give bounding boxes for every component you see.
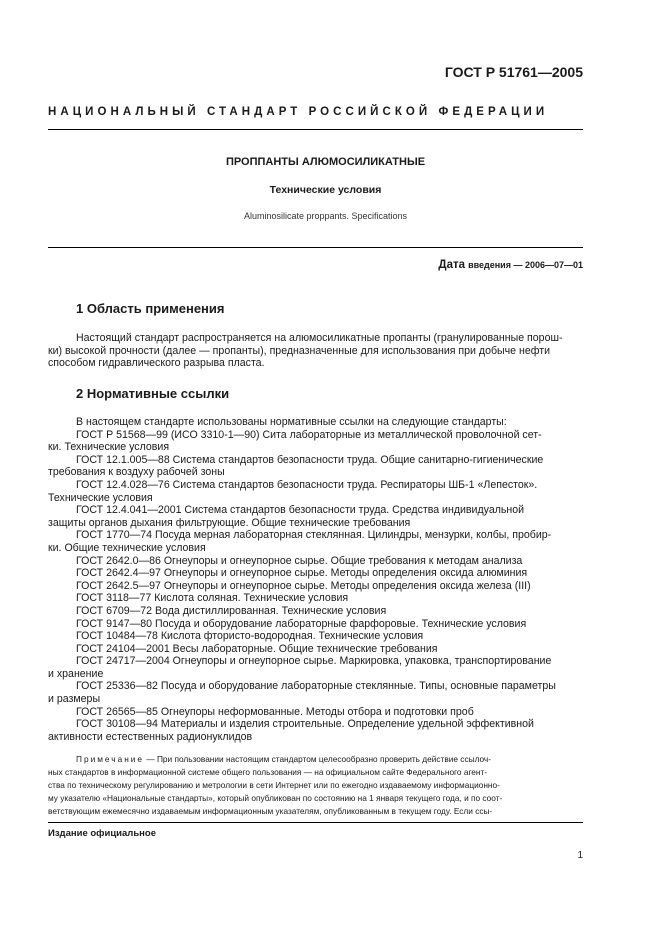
note-line: му указателю «Национальные стандарты», который опубликован по состоянию на 1 января текущего года, и по соот- — [48, 793, 503, 803]
text-line: Настоящий стандарт распространяется на алюмосиликатные пропанты (гранулированные порош- — [76, 332, 563, 344]
english-title: Aluminosilicate proppants. Specifications — [243, 211, 408, 221]
reference-line: ГОСТ 2642.0—86 Огнеупоры и огнеупорное сырье. Общие требования к методам анализа — [76, 554, 523, 567]
reference-line: ГОСТ 25336—82 Посуда и оборудование лабораторные стеклянные. Типы, основные параметры — [76, 680, 556, 693]
top-divider — [48, 129, 583, 130]
reference-line: ГОСТ 12.4.041—2001 Система стандартов безопасности труда. Средства индивидуальной — [76, 504, 525, 517]
reference-line: ГОСТ 2642.4—97 Огнеупоры и огнеупорное сырье. Методы определения оксида алюминия — [76, 567, 528, 580]
reference-line: ГОСТ 6709—72 Вода дистиллированная. Технические условия — [76, 604, 387, 617]
introduction-date-value: введения — 2006—07—01 — [468, 260, 583, 270]
section-1-text — [48, 332, 583, 370]
text-line: способом гидравлического разрыва пласта. — [48, 357, 265, 370]
note-block — [48, 753, 583, 818]
note-line: ства по техническому регулированию и метрологии в сети Интернет или по ежегодно издаваемому информационно- — [48, 780, 500, 790]
reference-line: ГОСТ 24717—2004 Огнеупоры и огнеупорное сырье. Маркировка, упаковка, транспортирование — [76, 655, 552, 668]
reference-line: и хранение — [48, 667, 104, 680]
reference-line: и размеры — [48, 693, 101, 706]
page-number: 1 — [577, 850, 583, 861]
section-1-heading: 1 Область применения — [76, 301, 225, 316]
reference-line: требования к воздуху рабочей зоны — [48, 466, 225, 479]
document-subtitle: Технические условия — [269, 184, 382, 196]
reference-line: ГОСТ 10484—78 Кислота фтористо-водородная. Технические условия — [76, 630, 424, 643]
reference-line: ГОСТ Р 51568—99 (ИСО 3310-1—90) Сита лабораторные из металлической проволочной сет- — [76, 428, 542, 441]
document-title: ПРОППАНТЫ АЛЮМОСИЛИКАТНЫЕ — [225, 156, 426, 168]
edition-label: Издание официальное — [48, 828, 156, 839]
note-label: Примечание — [76, 754, 145, 764]
section-2-text — [48, 416, 583, 743]
reference-line: ГОСТ 9147—80 Посуда и оборудование лабораторные фарфоровые. Технические условия — [76, 617, 527, 630]
reference-line: ГОСТ 1770—74 Посуда мерная лабораторная стеклянная. Цилиндры, мензурки, колбы, пробир- — [76, 529, 552, 542]
note-line: ных стандартов в информационной системе общего пользования — на официальном сайте Федерального агент- — [48, 767, 488, 777]
introduction-date — [438, 259, 583, 271]
reference-line: ГОСТ 2642.5—97 Огнеупоры и огнеупорное сырье. Методы определения оксида железа (III) — [76, 579, 531, 592]
reference-line: ГОСТ 12.1.005—88 Система стандартов безопасности труда. Общие санитарно-гигиенические — [76, 453, 544, 466]
reference-line: защиты органов дыхания фильтрующие. Общие технические требования — [48, 516, 411, 529]
section-2-heading: 2 Нормативные ссылки — [76, 386, 230, 401]
reference-line: ГОСТ 26565—85 Огнеупоры неформованные. Методы отбора и подготовки проб — [76, 705, 474, 718]
document-id: ГОСТ Р 51761—2005 — [444, 64, 583, 80]
text-line: ки) высокой прочности (далее — пропанты), предназначенные для использования при добыче нефти — [48, 344, 551, 357]
introduction-date-label: Дата — [438, 259, 465, 271]
note-text: — При пользовании настоящим стандартом целесообразно проверить действие ссылоч- — [146, 754, 492, 764]
reference-line: Технические условия — [48, 491, 153, 504]
reference-line: ки. Общие технические условия — [48, 541, 206, 554]
reference-line: ГОСТ 30108—94 Материалы и изделия строительные. Определение удельной эффективной — [76, 718, 534, 731]
footer-divider — [48, 822, 583, 823]
note-line: ветствующим ежемесячно издаваемым информационным указателям, опубликованным в текущем году. Если ссы- — [48, 806, 493, 816]
note-line — [48, 753, 583, 766]
national-standard-banner: НАЦИОНАЛЬНЫЙ СТАНДАРТ РОССИЙСКОЙ ФЕДЕРАЦИИ — [48, 106, 549, 118]
reference-line: ГОСТ 24104—2001 Весы лабораторные. Общие технические требования — [76, 642, 438, 655]
reference-line: активности естественных радионуклидов — [48, 730, 253, 743]
text-line: В настоящем стандарте использованы нормативные ссылки на следующие стандарты: — [76, 416, 507, 428]
title-divider — [48, 247, 583, 248]
reference-line: ГОСТ 12.4.028—76 Система стандартов безопасности труда. Респираторы ШБ-1 «Лепесток». — [76, 478, 538, 491]
reference-line: ГОСТ 3118—77 Кислота соляная. Технические условия — [76, 592, 349, 605]
reference-line: ки. Технические условия — [48, 441, 170, 454]
